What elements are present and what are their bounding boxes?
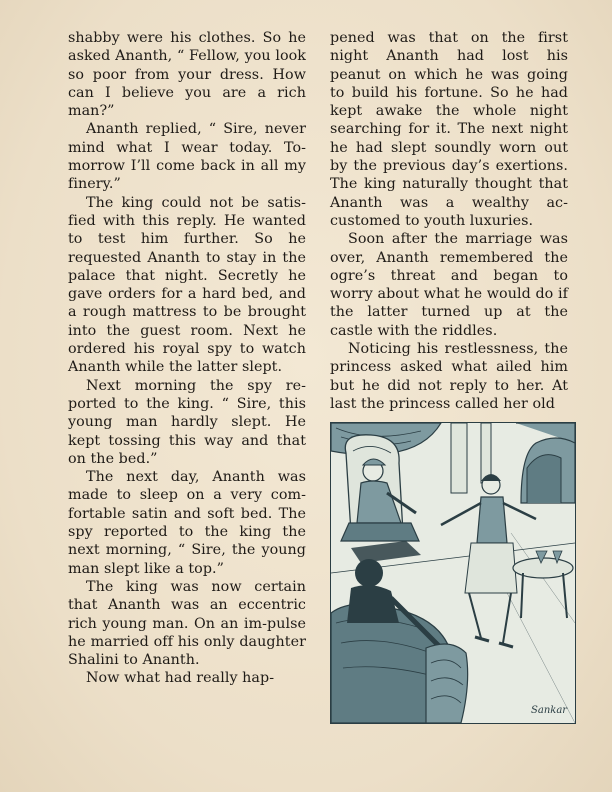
left-text-column [68, 29, 306, 688]
paragraph: The next day, Ananth was made to sleep on a very com-fortable satin and soft bed. The spy reported to the king the next morning, “ Sire, the young man slept like a top.” [68, 469, 306, 577]
paragraph: Noticing his restlessness, the princess asked what ailed him but he did not reply to her. At last the princess called her old [330, 341, 568, 412]
paragraph: The king could not be satis-fied with this reply. He wanted to test him further. So he requested Ananth to stay in the palace that night. Secretly he gave orders for a hard bed, and a rough mattress to be brought into the guest room. Next he ordered his royal spy to watch Ananth while the latter slept. [68, 194, 306, 376]
illustration-drawing [331, 423, 575, 723]
paragraph: Soon after the marriage was over, Ananth remembered the ogre’s threat and began to worry about what he would do if the latter turned up at the castle with the riddles. [330, 231, 568, 339]
paragraph: shabby were his clothes. So he asked Ananth, “ Fellow, you look so poor from your dress. How can I believe you are a rich man?” [68, 30, 306, 120]
paragraph: Ananth replied, “ Sire, never mind what I wear today. To-morrow I’ll come back in all my finery.” [68, 121, 306, 193]
paragraph: Now what had really hap- [86, 670, 275, 687]
artist-signature: Sankar [531, 705, 568, 716]
story-illustration [330, 422, 576, 724]
right-text-column [330, 29, 568, 413]
paragraph: Next morning the spy re-ported to the king. “ Sire, this young man hardly slept. He kept tossing this way and that on the bed.” [68, 377, 306, 467]
paragraph: pened was that on the first night Ananth had lost his peanut on which he was going to build his fortune. So he had kept awake the whole night searching for it. The next night he had slept soundly worn out by the previous day’s exertions. The king naturally thought that Ananth was a wealthy ac-customed to youth luxuries. [330, 30, 568, 229]
paragraph: The king was now certain that Ananth was an eccentric rich young man. On an im-pulse he married off his only daughter Shalini to Ananth. [68, 578, 306, 669]
